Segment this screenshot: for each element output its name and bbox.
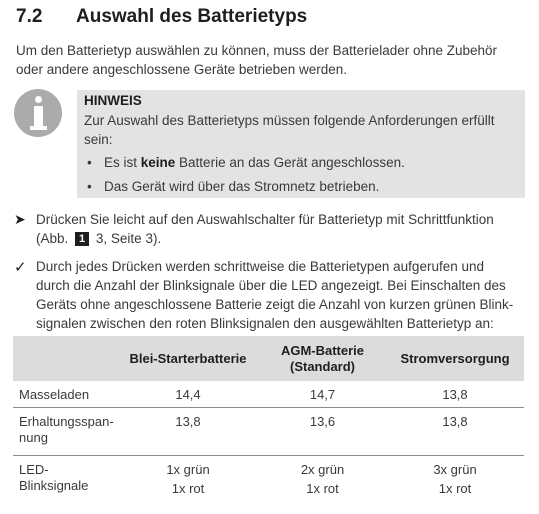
section-title: Auswahl des Batterietyps bbox=[76, 6, 308, 27]
note-line-1: Zur Auswahl des Batterietyps müssen folgende Anforderungen erfüllt bbox=[84, 113, 495, 128]
intro-line-1: Um den Batterietyp auswählen zu können, muss der Batterielader ohne Zubehör bbox=[16, 43, 498, 58]
step-line-1: Drücken Sie leicht auf den Auswahlschalter für Batterietyp mit Schrittfunktion bbox=[36, 212, 494, 227]
table-header-empty bbox=[13, 336, 117, 381]
section-heading bbox=[16, 6, 307, 28]
table-cell: 2x grün 1x rot bbox=[300, 462, 345, 496]
intro-line-2: oder andere angeschlossene Geräte betrieben werden. bbox=[16, 62, 347, 77]
section-number: 7.2 bbox=[16, 6, 43, 27]
table-cell: 14,4 bbox=[117, 381, 259, 408]
note-bullet-1: Es ist keine Batterie an das Gerät angeschlossen. bbox=[104, 155, 405, 170]
row-label: Masseladen bbox=[13, 381, 117, 408]
table-cell: 13,8 bbox=[386, 408, 524, 456]
table-row bbox=[13, 408, 524, 456]
info-icon bbox=[14, 89, 62, 137]
row-label: LED-Blinksignale bbox=[19, 462, 89, 493]
table-cell: 3x grün 1x rot bbox=[433, 462, 477, 496]
table-cell: 13,8 bbox=[386, 381, 524, 408]
bullet-marker: • bbox=[87, 179, 92, 194]
table-row bbox=[13, 381, 524, 408]
note-bullet-2: Das Gerät wird über das Stromnetz betrieben. bbox=[104, 179, 380, 194]
battery-type-table bbox=[13, 336, 524, 503]
note-line-2: sein: bbox=[84, 132, 113, 147]
figure-reference[interactable]: 1 bbox=[75, 232, 89, 246]
result-line-1: Durch jedes Drücken werden schrittweise die Batterietypen aufgerufen und bbox=[36, 259, 484, 274]
step-arrow-icon: ➤ bbox=[14, 211, 26, 227]
table-header-row bbox=[13, 336, 524, 381]
row-label: Erhaltungsspan- nung bbox=[13, 408, 117, 456]
table-header-power-supply: Stromversorgung bbox=[400, 350, 510, 366]
table-cell: 13,8 bbox=[117, 408, 259, 456]
checkmark-icon: ✓ bbox=[14, 259, 27, 276]
table-header-lead-starter: Blei-Starterbatterie bbox=[129, 350, 247, 366]
result-line-2: durch die Anzahl der Blinksignale über die LED angezeigt. Bei Einschalten des bbox=[36, 278, 506, 293]
result-line-4: signalen zwischen den roten Blinksignalen den ausgewählten Batterietyp an: bbox=[36, 316, 494, 331]
table-cell: 1x grün 1x rot bbox=[166, 462, 210, 496]
note-title: HINWEIS bbox=[84, 93, 142, 108]
table-header-agm: AGM-Batterie (Standard) bbox=[280, 342, 365, 374]
table-row bbox=[13, 456, 524, 504]
step-line-2: (Abb. 1 3, Seite 3). bbox=[36, 231, 162, 246]
bullet-marker: • bbox=[87, 155, 92, 170]
table-cell: 13,6 bbox=[259, 408, 386, 456]
emphasis-keine: keine bbox=[140, 155, 176, 170]
result-line-3: Geräts ohne angeschlossene Batterie zeigt die Anzahl von kurzen grünen Blink- bbox=[36, 297, 514, 312]
table-cell: 14,7 bbox=[259, 381, 386, 408]
